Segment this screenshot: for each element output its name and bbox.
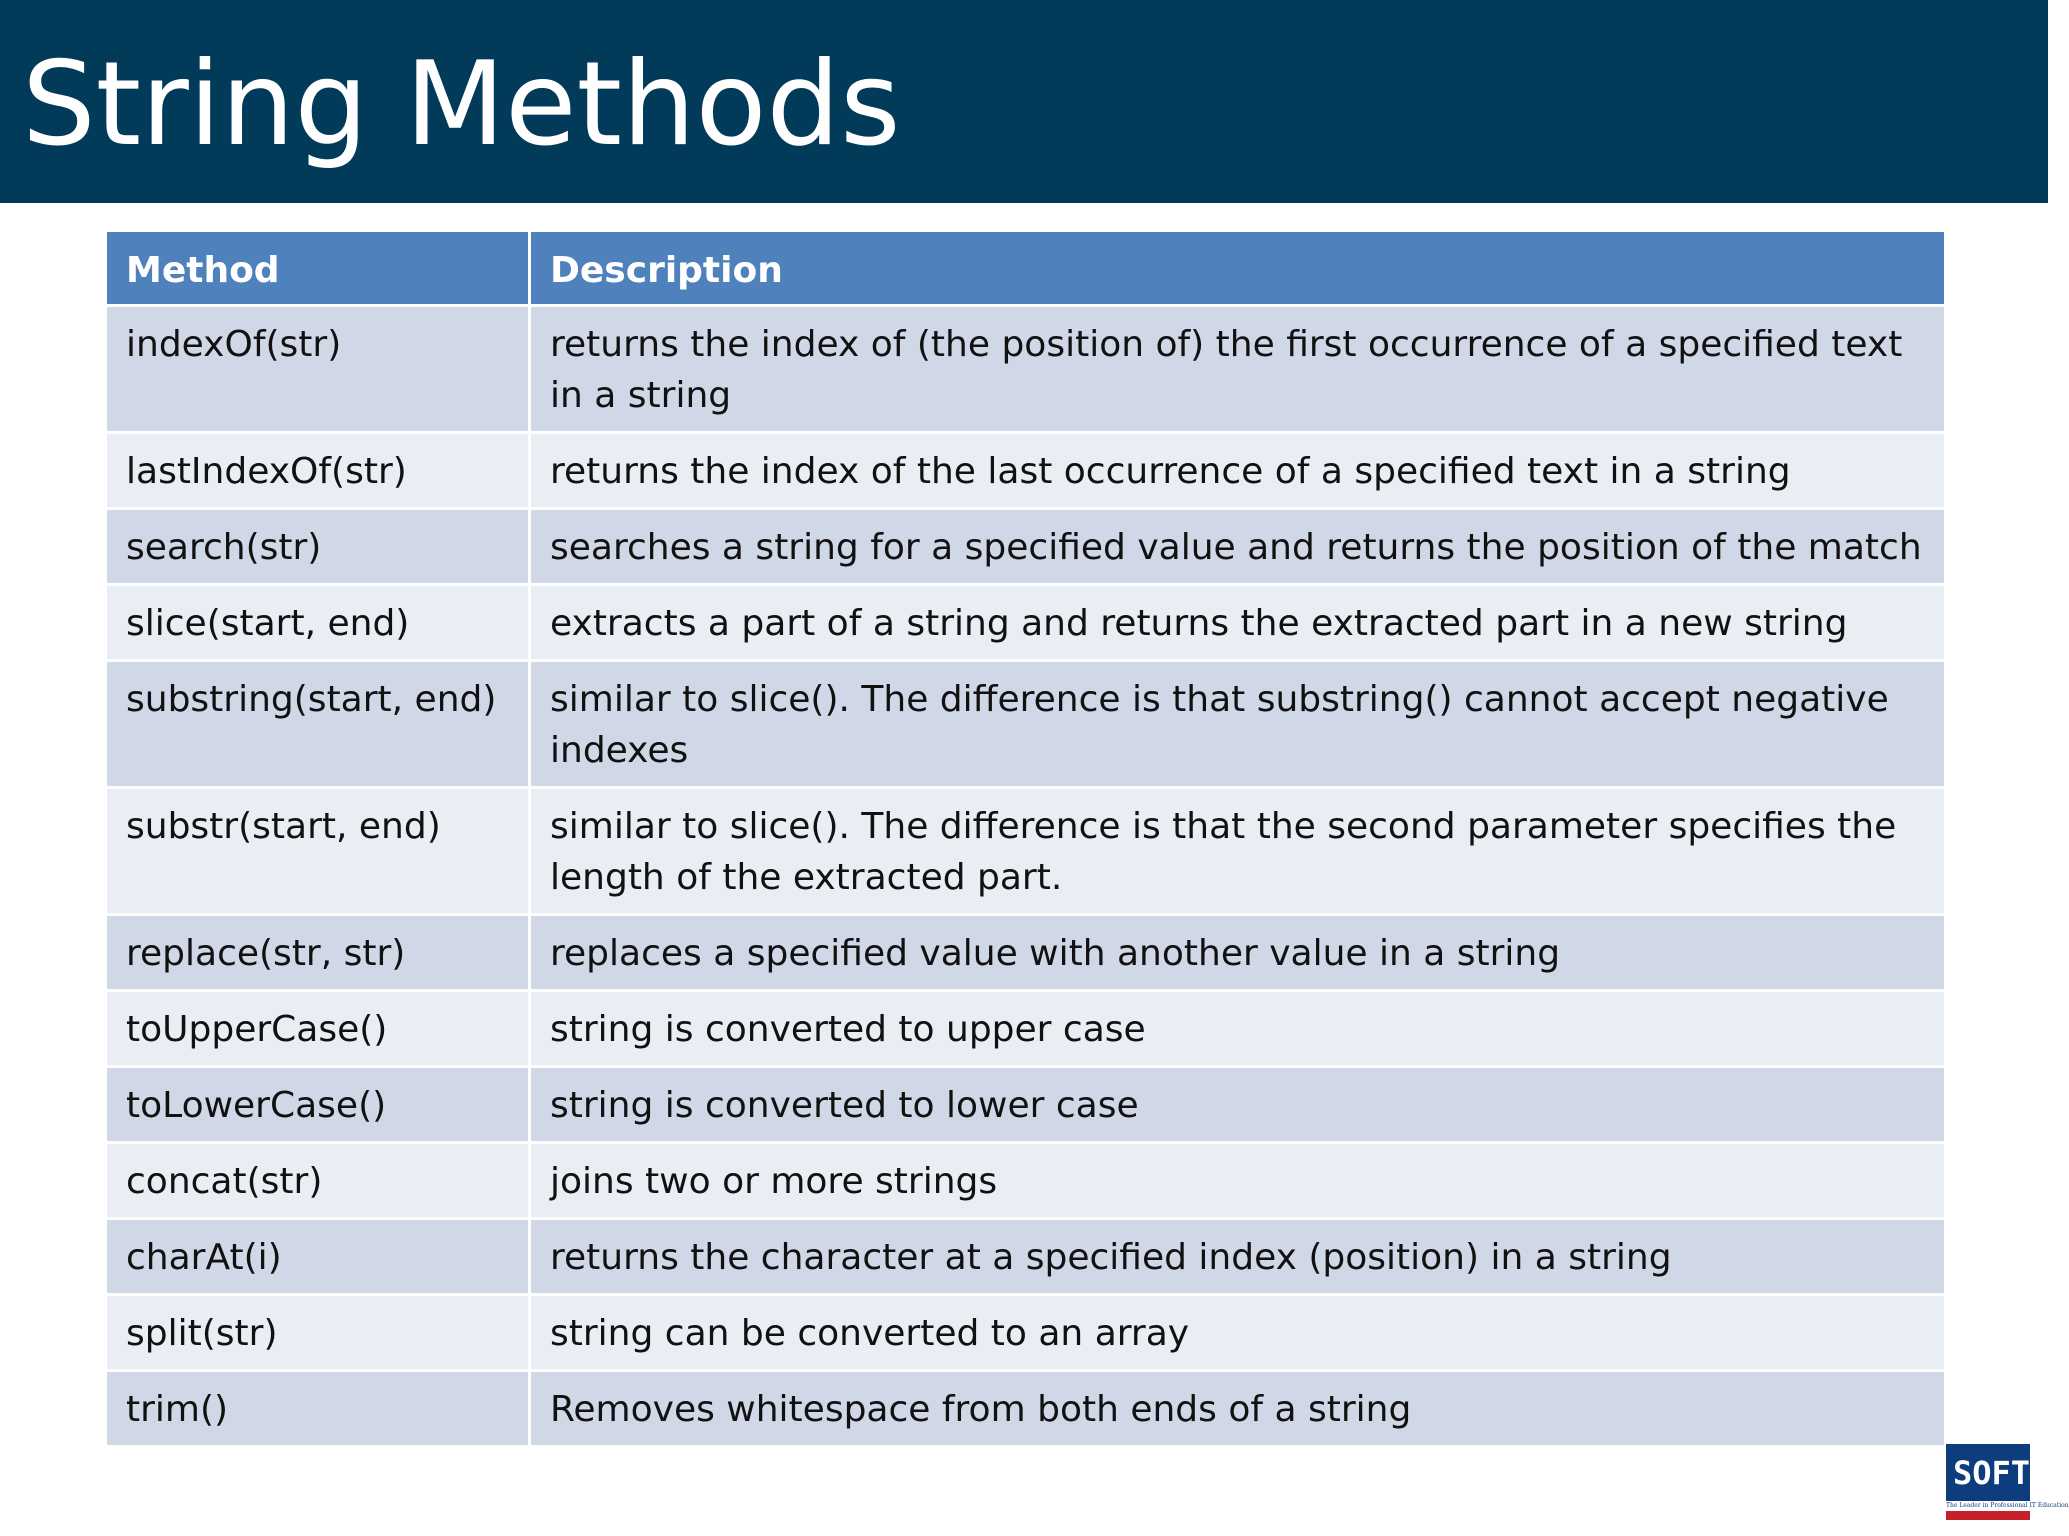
method-cell: replace(str, str) xyxy=(106,915,530,991)
table-row xyxy=(106,915,1946,991)
description-cell: similar to slice(). The difference is that substring() cannot accept negative indexes xyxy=(530,661,1946,788)
method-cell: trim() xyxy=(106,1371,530,1447)
table-row xyxy=(106,788,1946,915)
logo-tagline: The Leader in Professional IT Education xyxy=(1946,1502,2069,1509)
table-row xyxy=(106,433,1946,509)
description-cell: returns the index of (the position of) the first occurrence of a specified text in a string xyxy=(530,306,1946,433)
logo-red-band xyxy=(1946,1511,2030,1520)
title-bar xyxy=(0,0,2048,203)
description-cell: string can be converted to an array xyxy=(530,1295,1946,1371)
description-cell: string is converted to upper case xyxy=(530,991,1946,1067)
method-cell: toLowerCase() xyxy=(106,1067,530,1143)
description-cell: returns the index of the last occurrence of a specified text in a string xyxy=(530,433,1946,509)
method-cell: slice(start, end) xyxy=(106,585,530,661)
column-header-description: Description xyxy=(530,231,1946,306)
page-title: String Methods xyxy=(22,37,901,172)
table-row xyxy=(106,1371,1946,1447)
description-cell: returns the character at a specified index (position) in a string xyxy=(530,1219,1946,1295)
table-row xyxy=(106,585,1946,661)
table-row xyxy=(106,1219,1946,1295)
table-row xyxy=(106,991,1946,1067)
description-cell: string is converted to lower case xyxy=(530,1067,1946,1143)
method-cell: substr(start, end) xyxy=(106,788,530,915)
description-cell: searches a string for a specified value and returns the position of the match xyxy=(530,509,1946,585)
method-cell: toUpperCase() xyxy=(106,991,530,1067)
description-cell: similar to slice(). The difference is that the second parameter specifies the length of the extracted part. xyxy=(530,788,1946,915)
description-cell: extracts a part of a string and returns the extracted part in a new string xyxy=(530,585,1946,661)
method-cell: substring(start, end) xyxy=(106,661,530,788)
table-row xyxy=(106,509,1946,585)
string-methods-table xyxy=(104,229,1947,1448)
method-cell: indexOf(str) xyxy=(106,306,530,433)
table-row xyxy=(106,306,1946,433)
method-cell: concat(str) xyxy=(106,1143,530,1219)
table-row xyxy=(106,1295,1946,1371)
method-cell: search(str) xyxy=(106,509,530,585)
description-cell: replaces a specified value with another value in a string xyxy=(530,915,1946,991)
table-row xyxy=(106,1143,1946,1219)
table-row xyxy=(106,661,1946,788)
table-row xyxy=(106,1067,1946,1143)
table-header-row xyxy=(106,231,1946,306)
description-cell: joins two or more strings xyxy=(530,1143,1946,1219)
method-cell: charAt(i) xyxy=(106,1219,530,1295)
column-header-method: Method xyxy=(106,231,530,306)
logo-wordmark: SOFT xyxy=(1952,1454,2030,1492)
method-cell: lastIndexOf(str) xyxy=(106,433,530,509)
company-logo xyxy=(1946,1444,2069,1520)
method-cell: split(str) xyxy=(106,1295,530,1371)
description-cell: Removes whitespace from both ends of a string xyxy=(530,1371,1946,1447)
